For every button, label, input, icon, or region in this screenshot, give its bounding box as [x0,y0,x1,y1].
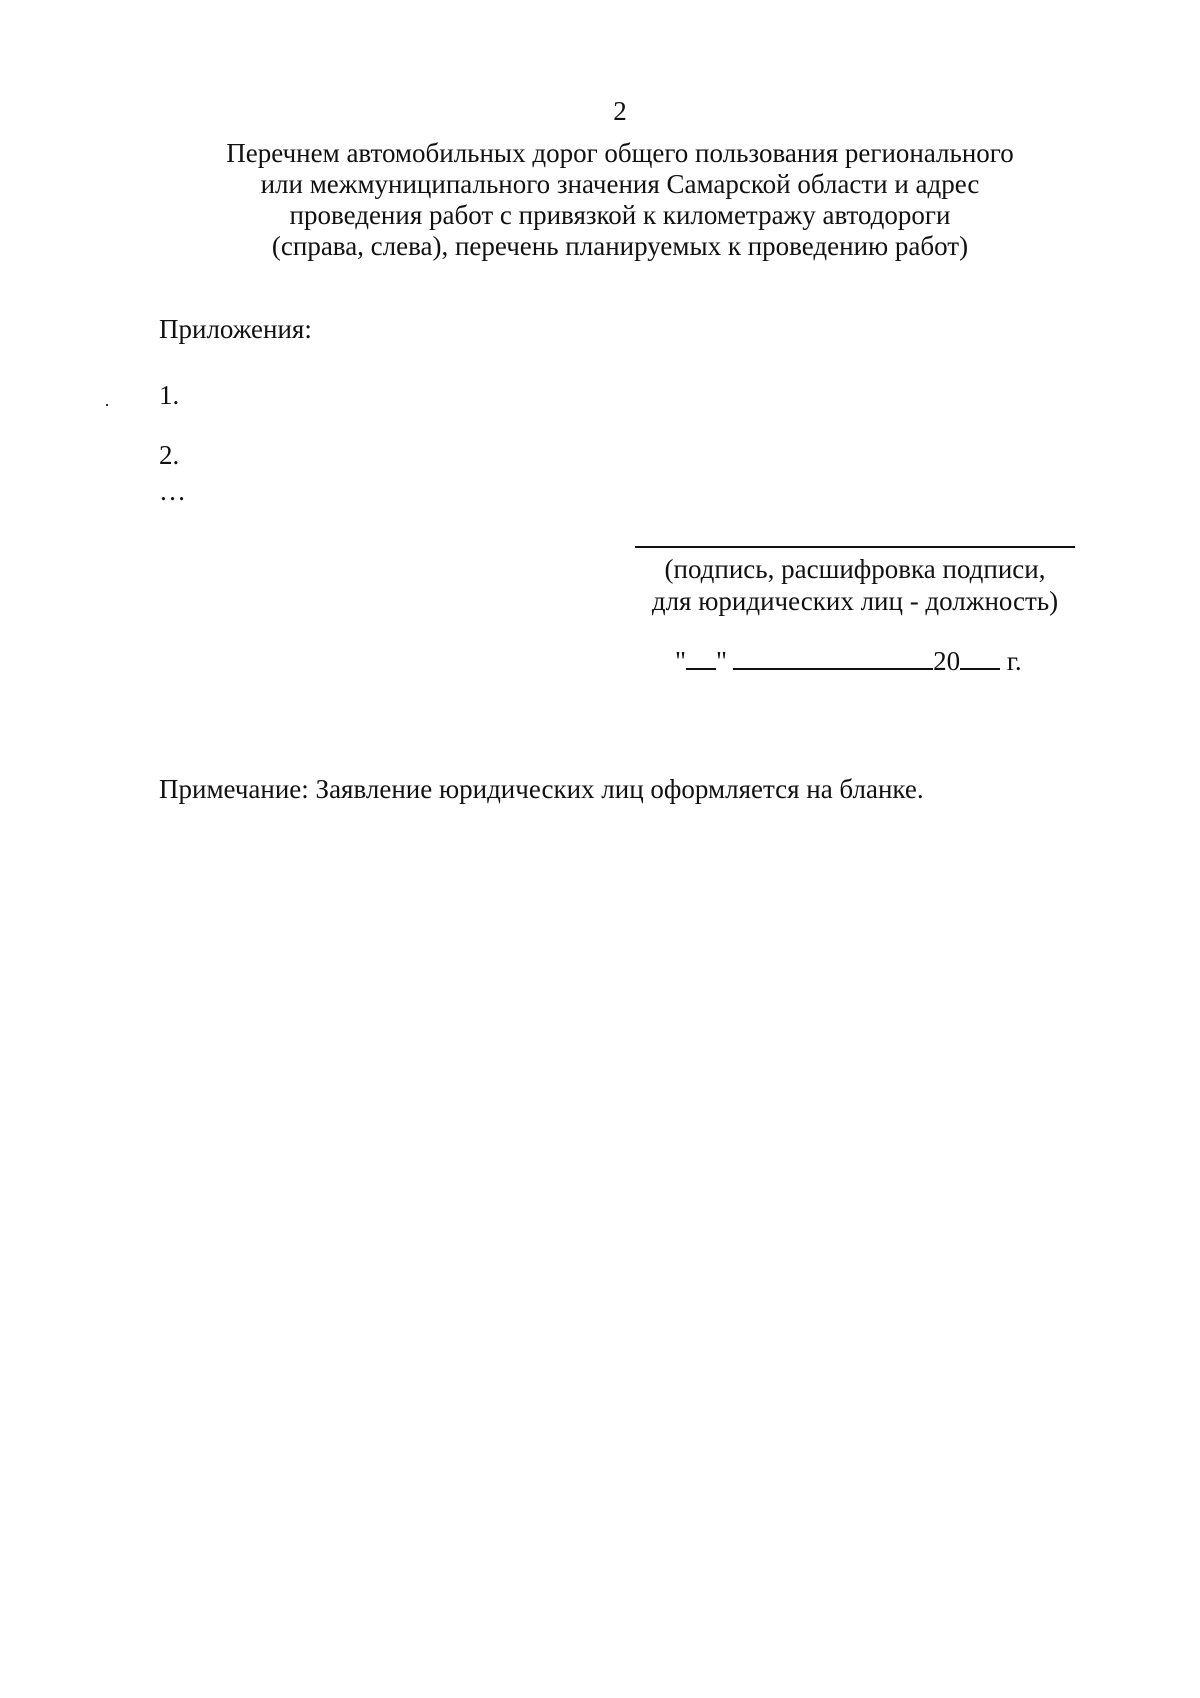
date-day-blank[interactable] [686,644,716,670]
signature-line[interactable] [635,546,1075,548]
heading-line: или межмуниципального значения Самарской области и адрес [260,169,980,199]
heading-line: (справа, слева), перечень планируемых к проведению работ) [271,231,969,261]
note: Примечание: Заявление юридических лиц оформляется на бланке. [159,774,924,804]
attachments-label: Приложения: [159,314,312,344]
heading-line: проведения работ с привязкой к километражу автодороги [289,200,951,230]
date-close-quote: " [716,646,728,676]
date-open-quote: " [675,646,687,676]
signature-caption [630,553,1080,617]
date-year-blank[interactable] [960,644,1000,670]
signature-caption-line: для юридических лиц - должность) [651,586,1059,616]
stray-dot [106,404,108,406]
date-year-suffix: г. [1006,646,1022,676]
attachment-item: 1. [159,380,180,410]
heading-line: Перечнем автомобильных дорог общего пользования регионального [226,138,1014,168]
document-heading [200,138,1040,262]
attachments-ellipsis: … [159,476,188,506]
date-month-blank[interactable] [733,644,933,670]
date-field [675,644,1022,677]
signature-caption-line: (подпись, расшифровка подписи, [664,554,1046,584]
date-century: 20 [933,646,961,676]
page-number: 2 [613,96,627,126]
attachment-item: 2. [159,440,180,470]
